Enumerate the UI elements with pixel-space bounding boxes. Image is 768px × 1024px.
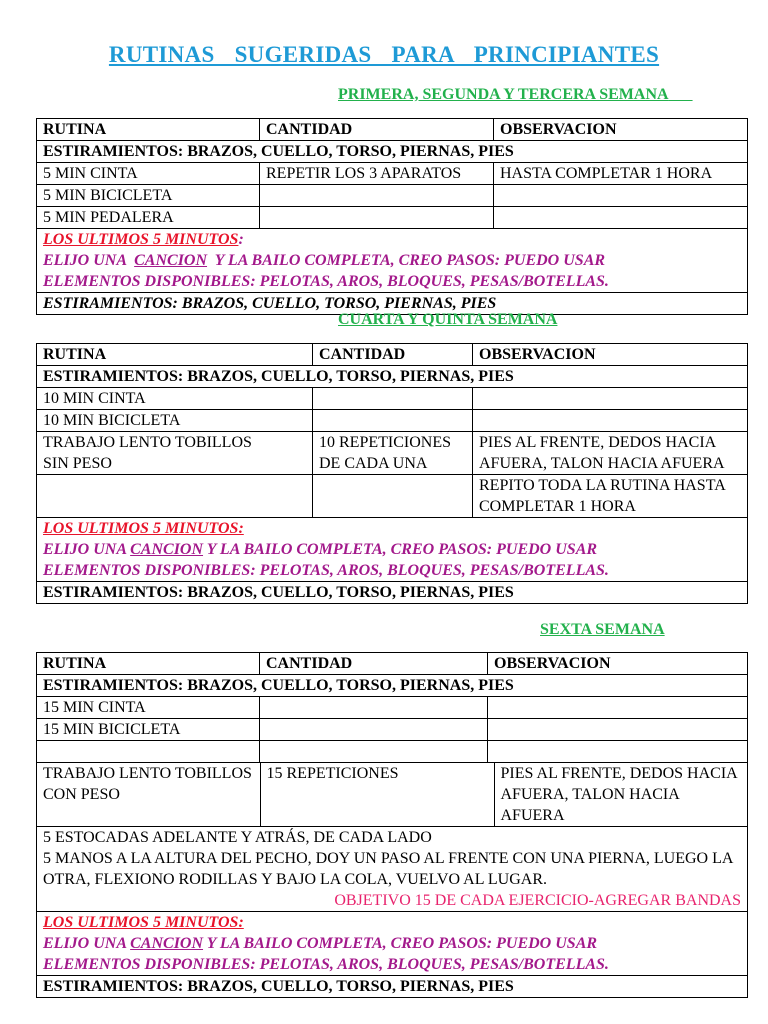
cell [473, 410, 748, 432]
header-observacion: OBSERVACION [473, 344, 748, 366]
cell: 10 MIN CINTA [37, 388, 313, 410]
header-rutina: RUTINA [37, 344, 313, 366]
cancion-word: CANCION [130, 541, 204, 558]
last-minutes-label: LOS ULTIMOS 5 MINUTOS: [43, 520, 244, 537]
last-minutes-label: LOS ULTIMOS 5 MINUTOS: [43, 914, 244, 931]
week1-table [36, 118, 748, 315]
cell [37, 741, 260, 763]
cell [260, 719, 488, 741]
objective-text: OBJETIVO 15 DE CADA EJERCICIO-AGREGAR BANDAS [334, 892, 741, 909]
dance-text: Y LA BAILO COMPLETA, CREO PASOS: PUEDO USAR [203, 541, 598, 558]
table-row [37, 207, 748, 229]
table-row [37, 388, 748, 410]
dance-text: ELIJO UNA [43, 935, 131, 952]
table-header-row [37, 119, 748, 141]
header-observacion: OBSERVACION [494, 119, 748, 141]
elements-text: ELEMENTOS DISPONIBLES: PELOTAS, AROS, BLOQUES, PESAS/BOTELLAS. [43, 956, 609, 973]
stretch-row: ESTIRAMIENTOS: BRAZOS, CUELLO, TORSO, PIERNAS, PIES [37, 366, 748, 388]
cell: 5 MIN BICICLETA [37, 185, 260, 207]
last-minutes-block [37, 518, 748, 582]
cell: PIES AL FRENTE, DEDOS HACIA AFUERA, TALON HACIA AFUERA [473, 432, 748, 475]
week3-heading: SEXTA SEMANA [540, 621, 665, 638]
last-minutes-label: LOS ULTIMOS 5 MINUTOS [43, 231, 239, 248]
cell: TRABAJO LENTO TOBILLOS CON PESO [37, 763, 260, 826]
cell [37, 475, 313, 518]
table-row [37, 163, 748, 185]
table-row [37, 432, 748, 475]
table-row [37, 697, 748, 719]
dance-text: ELIJO UNA [43, 541, 131, 558]
cell: PIES AL FRENTE, DEDOS HACIA AFUERA, TALON HACIA AFUERA [494, 763, 747, 826]
colon: : [238, 231, 244, 248]
cell: 15 MIN CINTA [37, 697, 260, 719]
dance-text: ELIJO UNA [43, 252, 135, 269]
cell: 15 REPETICIONES [260, 763, 494, 826]
header-cantidad: CANTIDAD [260, 653, 488, 675]
cell [260, 697, 488, 719]
cell: TRABAJO LENTO TOBILLOS SIN PESO [37, 432, 313, 475]
table-row [37, 741, 748, 763]
week2-table [36, 343, 748, 604]
stretch-row: ESTIRAMIENTOS: BRAZOS, CUELLO, TORSO, PIERNAS, PIES [37, 582, 748, 604]
cell [494, 207, 748, 229]
cell: REPITO TODA LA RUTINA HASTA COMPLETAR 1 HORA [473, 475, 748, 518]
last-minutes-block [37, 912, 748, 976]
header-cantidad: CANTIDAD [313, 344, 473, 366]
header-cantidad: CANTIDAD [260, 119, 494, 141]
lunges-text: 5 ESTOCADAS ADELANTE Y ATRÁS, DE CADA LADO [43, 829, 432, 846]
cell [313, 410, 473, 432]
dance-text: Y LA BAILO COMPLETA, CREO PASOS: PUEDO USAR [203, 935, 598, 952]
stretch-row: ESTIRAMIENTOS: BRAZOS, CUELLO, TORSO, PIERNAS, PIES [37, 675, 748, 697]
cell: 5 MIN PEDALERA [37, 207, 260, 229]
cell [488, 719, 748, 741]
table-row [37, 185, 748, 207]
cancion-word: CANCION [134, 252, 208, 269]
table-header-row [37, 653, 748, 675]
last-minutes-block [37, 229, 748, 293]
stretch-row: ESTIRAMIENTOS: BRAZOS, CUELLO, TORSO, PIERNAS, PIES [37, 293, 748, 315]
header-observacion: OBSERVACION [488, 653, 748, 675]
elements-text: ELEMENTOS DISPONIBLES: PELOTAS, AROS, BLOQUES, PESAS/BOTELLAS. [43, 273, 609, 290]
cancion-word: CANCION [130, 935, 204, 952]
exercises-block [37, 827, 748, 912]
cell: 15 MIN BICICLETA [37, 719, 260, 741]
week2-heading: CUARTA Y QUINTA SEMANA [338, 311, 558, 328]
cell [473, 388, 748, 410]
cell: REPETIR LOS 3 APARATOS [260, 163, 494, 185]
cell [260, 207, 494, 229]
cell: 10 MIN BICICLETA [37, 410, 313, 432]
cell: 10 REPETICIONES DE CADA UNA [313, 432, 473, 475]
stretch-row: ESTIRAMIENTOS: BRAZOS, CUELLO, TORSO, PIERNAS, PIES [37, 976, 748, 998]
cell [260, 185, 494, 207]
week3-table [36, 652, 748, 998]
cell: 5 MIN CINTA [37, 163, 260, 185]
header-rutina: RUTINA [37, 653, 260, 675]
cell [488, 741, 748, 763]
dance-text: Y LA BAILO COMPLETA, CREO PASOS: PUEDO USAR [207, 252, 606, 269]
steps-text: 5 MANOS A LA ALTURA DEL PECHO, DOY UN PASO AL FRENTE CON UNA PIERNA, LUEGO LA OTRA, FLEXIONO RODILLAS Y BAJO LA COLA, VUELVO AL LUGAR. [43, 850, 733, 888]
page-title: RUTINAS SUGERIDAS PARA PRINCIPIANTES [108, 42, 660, 67]
cell: HASTA COMPLETAR 1 HORA [494, 163, 748, 185]
cell [313, 388, 473, 410]
header-rutina: RUTINA [37, 119, 260, 141]
table-row [37, 475, 748, 518]
table-header-row [37, 344, 748, 366]
elements-text: ELEMENTOS DISPONIBLES: PELOTAS, AROS, BLOQUES, PESAS/BOTELLAS. [43, 562, 609, 579]
slow-work-subtable [37, 763, 747, 826]
table-row [37, 410, 748, 432]
cell [494, 185, 748, 207]
stretch-row: ESTIRAMIENTOS: BRAZOS, CUELLO, TORSO, PIERNAS, PIES [37, 141, 748, 163]
week1-heading: PRIMERA, SEGUNDA Y TERCERA SEMANA [338, 86, 669, 103]
slow-work-row [37, 763, 748, 827]
cell [488, 697, 748, 719]
table-row [37, 719, 748, 741]
cell [313, 475, 473, 518]
cell [260, 741, 488, 763]
